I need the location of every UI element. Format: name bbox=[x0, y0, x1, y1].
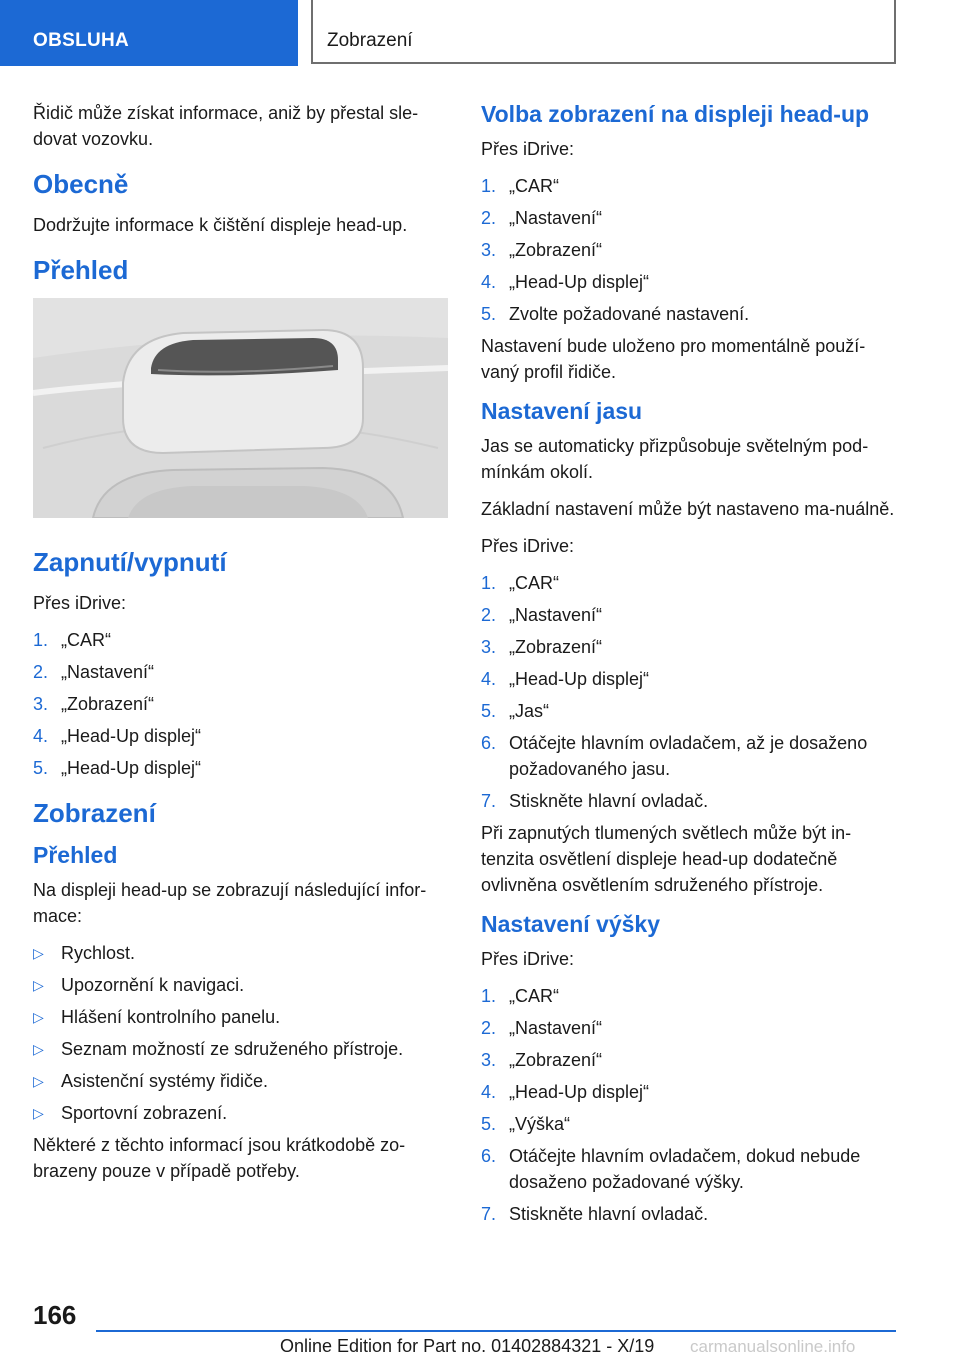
triangle-bullet-icon: ▷ bbox=[33, 945, 44, 961]
display-heading: Zobrazení bbox=[33, 798, 156, 828]
right-column bbox=[481, 100, 896, 1233]
left-column bbox=[33, 100, 448, 1195]
list-item: 4. „Head-Up displej“ bbox=[481, 669, 650, 689]
page-number: 166 bbox=[33, 1300, 77, 1330]
list-item: ▷ Upozornění k navigaci. bbox=[33, 972, 448, 998]
brightness-steps bbox=[481, 570, 896, 814]
list-item: 6. Otáčejte hlavním ovladačem, až je dosaženo požadovaného jasu. bbox=[481, 733, 868, 779]
list-item: ▷ Sportovní zobrazení. bbox=[33, 1100, 448, 1126]
display-outro: Některé z těchto informací jsou krátkodobě zo‐brazeny pouze v případě potřeby. bbox=[33, 1135, 406, 1181]
brightness-text-1: Jas se automaticky přizpůsobuje světelným pod‐mínkám okolí. bbox=[481, 436, 869, 482]
selection-steps bbox=[481, 173, 896, 327]
list-item: 7. Stiskněte hlavní ovladač. bbox=[481, 1204, 709, 1224]
display-bullets bbox=[33, 940, 448, 1126]
list-item: 3. „Zobrazení“ bbox=[33, 694, 155, 714]
onoff-intro: Přes iDrive: bbox=[33, 593, 127, 613]
chapter-tab: Zobrazení bbox=[311, 0, 896, 64]
height-intro: Přes iDrive: bbox=[481, 949, 575, 969]
general-heading: Obecně bbox=[33, 169, 129, 199]
list-item: ▷ Hlášení kontrolního panelu. bbox=[33, 1004, 448, 1030]
list-item: ▷ Rychlost. bbox=[33, 940, 448, 966]
list-item: 5. „Výška“ bbox=[481, 1114, 571, 1134]
head-up-display-image bbox=[33, 298, 448, 518]
list-item: 2. „Nastavení“ bbox=[33, 662, 155, 682]
intro-text: Řidič může získat informace, aniž by přestal sle‐dovat vozovku. bbox=[33, 103, 419, 149]
list-item: 4. „Head-Up displej“ bbox=[481, 1082, 650, 1102]
triangle-bullet-icon: ▷ bbox=[33, 1073, 44, 1089]
list-item: 4. „Head-Up displej“ bbox=[33, 726, 202, 746]
list-item: 4. „Head-Up displej“ bbox=[481, 272, 650, 292]
height-heading: Nastavení výšky bbox=[481, 911, 661, 937]
onoff-steps bbox=[33, 627, 448, 781]
list-item: 6. Otáčejte hlavním ovladačem, dokud nebude dosaženo požadované výšky. bbox=[481, 1146, 861, 1192]
watermark: carmanualsonline.info bbox=[690, 1337, 856, 1356]
list-item: 1. „CAR“ bbox=[481, 986, 559, 1006]
list-item: 7. Stiskněte hlavní ovladač. bbox=[481, 791, 709, 811]
list-item: 5. Zvolte požadované nastavení. bbox=[481, 304, 750, 324]
selection-outro: Nastavení bude uloženo pro momentálně použí‐vaný profil řidiče. bbox=[481, 336, 866, 382]
triangle-bullet-icon: ▷ bbox=[33, 977, 44, 993]
footer-divider bbox=[96, 1330, 896, 1332]
selection-intro: Přes iDrive: bbox=[481, 139, 575, 159]
selection-heading: Volba zobrazení na displeji head-up bbox=[481, 101, 870, 127]
list-item: 5. „Head-Up displej“ bbox=[33, 758, 202, 778]
list-item: 3. „Zobrazení“ bbox=[481, 240, 603, 260]
triangle-bullet-icon: ▷ bbox=[33, 1009, 44, 1025]
overview-heading: Přehled bbox=[33, 255, 129, 285]
display-text: Na displeji head-up se zobrazují následující infor‐mace: bbox=[33, 880, 427, 926]
list-item: ▷ Seznam možností ze sdruženého přístroje. bbox=[33, 1036, 448, 1062]
page-header bbox=[0, 0, 960, 66]
height-steps bbox=[481, 983, 896, 1227]
list-item: ▷ Asistenční systémy řidiče. bbox=[33, 1068, 448, 1094]
list-item: 5. „Jas“ bbox=[481, 701, 549, 721]
general-text: Dodržujte informace k čištění displeje head-up. bbox=[33, 215, 408, 235]
triangle-bullet-icon: ▷ bbox=[33, 1041, 44, 1057]
list-item: 2. „Nastavení“ bbox=[481, 1018, 603, 1038]
brightness-text-2: Základní nastavení může být nastaveno ma‐nuálně. bbox=[481, 499, 895, 519]
brightness-intro: Přes iDrive: bbox=[481, 536, 575, 556]
list-item: 3. „Zobrazení“ bbox=[481, 637, 603, 657]
section-tab: OBSLUHA bbox=[0, 0, 298, 66]
list-item: 1. „CAR“ bbox=[33, 630, 111, 650]
list-item: 2. „Nastavení“ bbox=[481, 208, 603, 228]
triangle-bullet-icon: ▷ bbox=[33, 1105, 44, 1121]
brightness-outro: Při zapnutých tlumených světlech může být in‐tenzita osvětlení displeje head-up dodatečně ovlivněna osvětlením sdruženého přístroje. bbox=[481, 823, 852, 895]
display-overview-heading: Přehled bbox=[33, 842, 118, 868]
footer-edition-text: Online Edition for Part no. 01402884321 - X/19 bbox=[280, 1336, 655, 1356]
dashboard-illustration bbox=[33, 298, 448, 518]
list-item: 2. „Nastavení“ bbox=[481, 605, 603, 625]
list-item: 3. „Zobrazení“ bbox=[481, 1050, 603, 1070]
brightness-heading: Nastavení jasu bbox=[481, 398, 643, 424]
list-item: 1. „CAR“ bbox=[481, 176, 559, 196]
list-item: 1. „CAR“ bbox=[481, 573, 559, 593]
onoff-heading: Zapnutí/vypnutí bbox=[33, 547, 227, 577]
